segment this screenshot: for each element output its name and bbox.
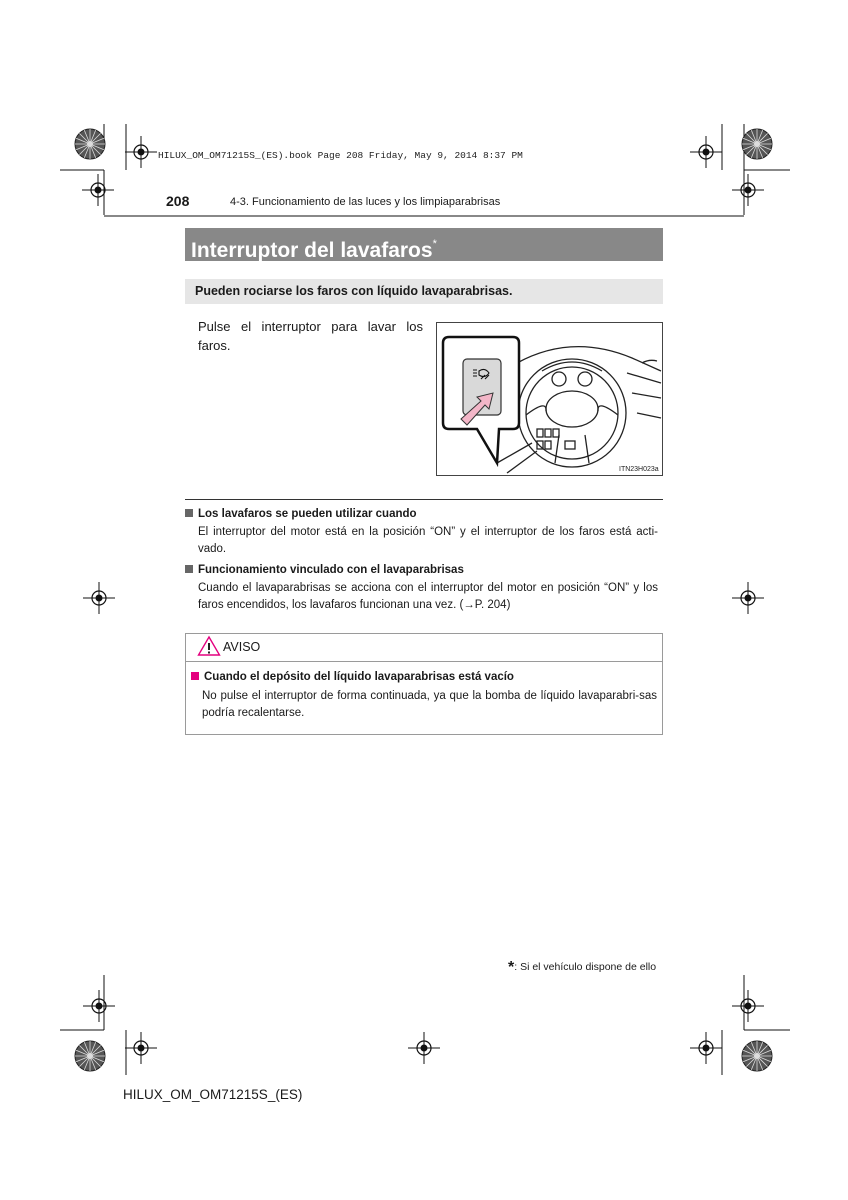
page-number: 208 (166, 193, 190, 209)
note-heading (185, 564, 663, 576)
note-heading-text: Funcionamiento vinculado con el lavaparabrisas (198, 564, 464, 576)
note-1 (185, 508, 663, 558)
footer-code: HILUX_OM_OM71215S_(ES) (123, 1087, 303, 1102)
note-heading-text: Los lavafaros se pueden utilizar cuando (198, 508, 417, 520)
intro-text: Pulse el interruptor para lavar los faros. (198, 319, 423, 353)
warning-box (185, 633, 663, 735)
page-title-text: Interruptor del lavafaros (191, 239, 433, 262)
warning-label: AVISO (223, 640, 261, 654)
square-bullet-icon (191, 672, 199, 680)
section-heading: 4-3. Funcionamiento de las luces y los limpiaparabrisas (230, 196, 501, 208)
headlight-washer-switch-figure (436, 322, 663, 476)
warning-header (186, 634, 662, 662)
note-heading (185, 508, 663, 520)
dashboard-illustration (437, 323, 662, 475)
footnote-text: : Si el vehículo dispone de ello (514, 961, 657, 973)
square-bullet-icon (185, 509, 193, 517)
warning-triangle-icon (197, 635, 221, 657)
square-bullet-icon (185, 565, 193, 573)
note-2 (185, 564, 663, 614)
warning-heading-text: Cuando el depósito del líquido lavaparabrisas está vacío (204, 671, 514, 683)
warning-heading (191, 671, 514, 683)
notes-rule (185, 499, 663, 500)
footnote (508, 959, 656, 977)
note-body: Cuando el lavaparabrisas se acciona con el interruptor del motor en posición “ON” y los faros encendidos, los lavafaros funcionan una vez. (→P. 204) (198, 582, 658, 611)
header-rule (104, 215, 744, 217)
print-info: HILUX_OM_OM71215S_(ES).book Page 208 Friday, May 9, 2014 8:37 PM (158, 150, 523, 161)
subtitle-bar: Pueden rociarse los faros con líquido lavaparabrisas. (185, 279, 663, 304)
warning-body: No pulse el interruptor de forma continuada, ya que la bomba de líquido lavaparabri-sas podría recalentarse. (202, 690, 657, 719)
note-body: El interruptor del motor está en la posición “ON” y el interruptor de los faros está acti-vado. (198, 526, 658, 555)
title-footnote-marker: * (432, 238, 437, 250)
page-title (185, 228, 663, 261)
footnote-marker: * (508, 959, 515, 976)
figure-code: ITN23H023a (619, 466, 659, 473)
